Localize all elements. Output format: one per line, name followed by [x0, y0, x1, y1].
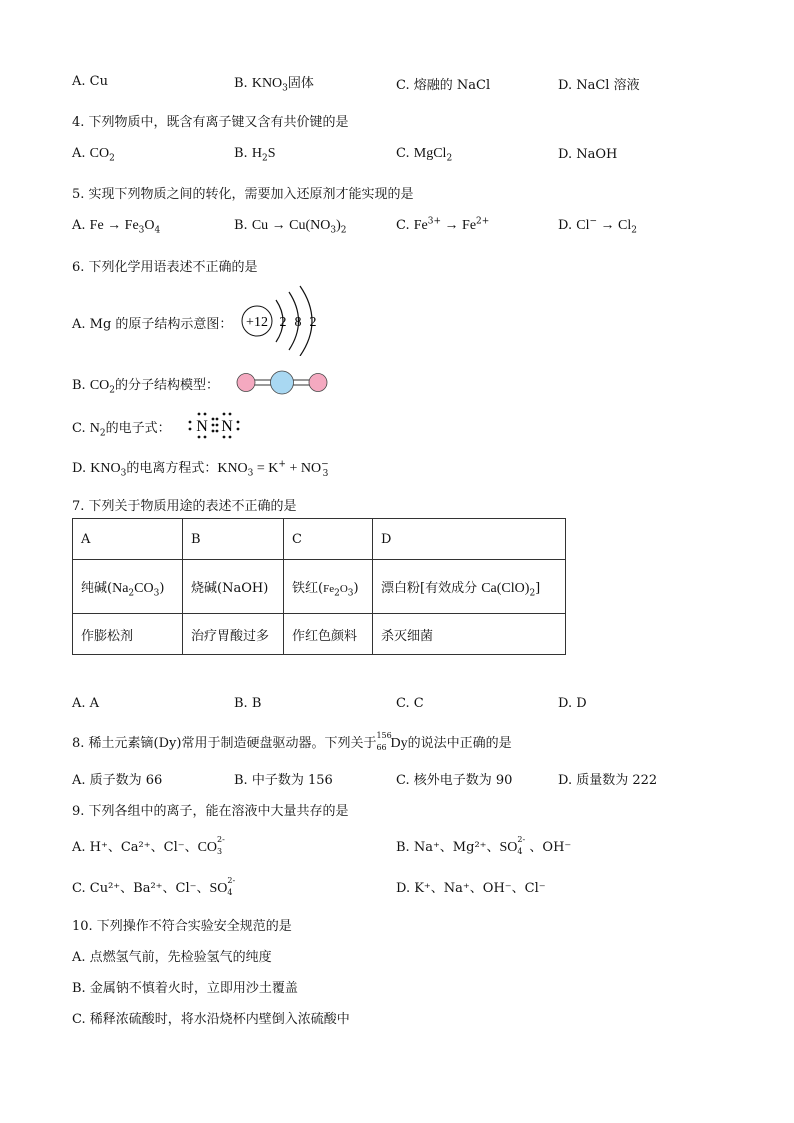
- q5-b-sub2: 2: [340, 225, 347, 236]
- q6-b-formula: CO: [89, 378, 110, 393]
- q4-option-d: D. NaOH: [558, 147, 618, 162]
- q6-option-d: [72, 457, 328, 477]
- q4-option-b: [234, 146, 275, 162]
- q6-c-prefix: C.: [72, 421, 86, 436]
- q6-option-a-text: A. Mg 的原子结构示意图：: [72, 317, 233, 332]
- q9-c-sub: 4: [227, 887, 233, 897]
- oxygen-atom-right: [309, 374, 327, 392]
- q8-option-a: A. 质子数为 66: [72, 773, 163, 788]
- q4-b-tail: S: [267, 146, 276, 161]
- q4-c-formula: MgCl: [413, 146, 447, 161]
- cell-sub: 2: [334, 588, 340, 599]
- q6-c-sub: 2: [99, 428, 106, 439]
- cell-sub2: 3: [347, 588, 354, 599]
- q6-d-eq2: = K: [253, 461, 279, 476]
- q10-option-c: C. 稀释浓硫酸时，将水沿烧杯内壁倒入浓硫酸中: [72, 1012, 350, 1027]
- table-cell: 烧碱(NaOH): [183, 560, 284, 614]
- q8-stem: [72, 732, 512, 752]
- table-cell: [373, 560, 566, 614]
- q7-stem: 7. 下列关于物质用途的表述不正确的是: [72, 499, 297, 514]
- q5-d-sub: 2: [631, 225, 637, 236]
- q9-b-charge: [517, 834, 529, 856]
- q5-b-sub1: 3: [330, 225, 337, 236]
- q4-a-formula: CO: [89, 146, 110, 161]
- q9-c-formula: SO: [209, 881, 228, 896]
- shell-electrons-1: 2: [279, 315, 287, 330]
- cell-formula: Na: [112, 580, 129, 596]
- q5-c-sup1: 3+: [427, 216, 442, 227]
- shell-electrons-3: 2: [309, 315, 317, 330]
- q9-option-c: [72, 877, 239, 897]
- shell-electrons-2: 8: [294, 315, 302, 330]
- q6-d-eq-sup2: −: [321, 459, 329, 470]
- q8-option-b: B. 中子数为 156: [234, 773, 333, 788]
- q6-d-eq1: KNO: [217, 461, 248, 476]
- q5-b-prefix: B.: [234, 218, 248, 233]
- q5-a-sub1: 3: [138, 225, 145, 236]
- q7-table: [72, 518, 566, 655]
- q8-atomic-number: 66: [376, 742, 387, 752]
- n2-electron-formula: [186, 410, 242, 440]
- q5-c-sup2: 2+: [476, 216, 490, 227]
- q6-d-eq-sub2: 3: [322, 468, 329, 479]
- table-cell: [73, 560, 183, 614]
- q3-option-b-suffix: 固体: [287, 76, 314, 91]
- q4-c-prefix: C.: [396, 146, 410, 161]
- q6-d-text: 的电离方程式：: [126, 461, 218, 476]
- q9-c-charge: [227, 875, 239, 897]
- q3-option-a: A. Cu: [72, 74, 108, 89]
- q5-c-from: Fe: [413, 218, 428, 233]
- q5-a-mid: O: [144, 218, 155, 233]
- q7-option-a: A. A: [72, 696, 100, 711]
- q5-b-expr: Cu → Cu(NO: [251, 218, 331, 233]
- table-cell: [284, 560, 373, 614]
- q8-stem-a: 8. 稀土元素镝(Dy)常用于制造硬盘驱动器。下列关于: [72, 736, 377, 751]
- carbon-atom: [271, 371, 294, 394]
- q3-option-b-sub: 3: [282, 83, 288, 94]
- q5-d-sup: −: [589, 216, 598, 227]
- q3-option-b-formula: KNO: [251, 76, 283, 91]
- q9-a-charge: [217, 834, 229, 856]
- cell-sub: 2: [128, 588, 135, 599]
- table-row: [73, 519, 566, 560]
- cell-sub: 2: [529, 588, 536, 599]
- q4-b-sub: 2: [261, 153, 268, 164]
- q5-a-sub2: 4: [154, 225, 161, 236]
- cell-close: ): [353, 581, 359, 596]
- q4-b-formula: H: [251, 146, 262, 161]
- q6-d-eq-sub: 3: [247, 468, 254, 479]
- n-atom-left: N: [196, 418, 208, 435]
- table-cell: 作膨松剂: [73, 614, 183, 655]
- q3-option-b-prefix: B.: [234, 76, 248, 91]
- nucleus-charge: +12: [246, 315, 268, 330]
- q9-b-sup: 2-: [517, 834, 526, 844]
- q5-d-arrow: → Cl: [597, 218, 632, 233]
- q5-stem: 5. 实现下列物质之间的转化，需要加入还原剂才能实现的是: [72, 187, 414, 202]
- q6-d-eq-sup: +: [278, 459, 286, 470]
- table-cell: 杀灭细菌: [373, 614, 566, 655]
- q5-d-from: Cl: [576, 218, 590, 233]
- q9-b-tail: 、OH⁻: [529, 840, 572, 855]
- q6-option-c: [72, 417, 171, 437]
- cell-formula2: O: [339, 583, 348, 595]
- cell-sub2: 3: [153, 588, 160, 599]
- q9-option-b: [396, 836, 571, 856]
- q9-option-d: D. K⁺、Na⁺、OH⁻、Cl⁻: [396, 881, 546, 896]
- q6-d-eq3: + NO: [285, 461, 322, 476]
- q6-b-prefix: B.: [72, 378, 86, 393]
- q4-a-sub: 2: [109, 153, 115, 164]
- oxygen-atom-left: [237, 374, 255, 392]
- q8-option-d: D. 质量数为 222: [558, 773, 658, 788]
- q3-option-b: [234, 72, 314, 92]
- co2-molecule-model: [234, 370, 330, 396]
- table-cell: 治疗胃酸过多: [183, 614, 284, 655]
- q9-c-sup: 2-: [227, 875, 236, 885]
- cell-close: ): [159, 580, 165, 596]
- q7-option-b: B. B: [234, 696, 262, 711]
- q4-a-prefix: A.: [72, 146, 86, 161]
- q9-b-sub: 4: [517, 846, 523, 856]
- table-row: [73, 614, 566, 655]
- q7-option-c: C. C: [396, 696, 424, 711]
- q4-stem: 4. 下列物质中，既含有离子键又含有共价键的是: [72, 115, 349, 130]
- table-header-cell: B: [183, 519, 284, 560]
- cell-formula: Fe: [323, 583, 335, 595]
- q6-d-sub: 3: [120, 468, 127, 479]
- q9-a-sup: 2-: [217, 834, 225, 844]
- cell-formula: Ca(ClO): [481, 580, 530, 596]
- q4-c-sub: 2: [446, 153, 453, 164]
- mg-atom-structure-diagram: [238, 284, 328, 356]
- q9-b-text: B. Na⁺、Mg²⁺、: [396, 840, 500, 855]
- cell-text: 铁红(: [292, 581, 324, 596]
- q3-option-c-text: 熔融的 NaCl: [413, 78, 491, 93]
- cell-text: 纯碱(: [81, 580, 113, 596]
- q6-d-formula: KNO: [90, 461, 121, 476]
- q9-a-sub: 3: [217, 846, 223, 856]
- q6-d-prefix: D.: [72, 461, 87, 476]
- q6-c-text: 的电子式：: [105, 421, 171, 436]
- cell-close: ]: [535, 580, 541, 596]
- q8-stem-b: 的说法中正确的是: [407, 736, 512, 751]
- q6-stem: 6. 下列化学用语表述不正确的是: [72, 260, 258, 275]
- q5-a-expr: Fe → Fe: [89, 218, 139, 233]
- q9-c-text: C. Cu²⁺、Ba²⁺、Cl⁻、: [72, 881, 210, 896]
- q3-option-d: D. NaCl 溶液: [558, 78, 640, 93]
- table-cell: 作红色颜料: [284, 614, 373, 655]
- q9-a-formula: CO: [197, 840, 218, 855]
- q9-option-a: [72, 836, 229, 856]
- q5-d-prefix: D.: [558, 218, 573, 233]
- q8-mass-number: 156: [376, 730, 392, 740]
- q3-option-c-prefix: C.: [396, 78, 410, 93]
- q5-a-prefix: A.: [72, 218, 86, 233]
- q4-option-a: [72, 146, 115, 162]
- q10-option-b: B. 金属钠不慎着火时，立即用沙土覆盖: [72, 981, 298, 996]
- q7-option-d: D. D: [558, 696, 587, 711]
- n-atom-right: N: [221, 418, 233, 435]
- q5-c-arrow: → Fe: [441, 218, 477, 233]
- q6-c-formula: N: [89, 421, 100, 436]
- q6-b-sub: 2: [109, 385, 116, 396]
- q5-b-close: ): [336, 218, 341, 233]
- table-header-cell: C: [284, 519, 373, 560]
- q5-option-d: [558, 218, 637, 234]
- q5-option-c: [396, 218, 489, 234]
- q10-option-a: A. 点燃氢气前，先检验氢气的纯度: [72, 950, 272, 965]
- q6-b-text: 的分子结构模型：: [115, 378, 220, 393]
- q9-a-text: A. H⁺、Ca²⁺、Cl⁻、: [72, 840, 198, 855]
- q4-b-prefix: B.: [234, 146, 248, 161]
- cell-formula2: CO: [134, 580, 154, 596]
- q3-option-c: [396, 74, 490, 93]
- q8-option-c: C. 核外电子数为 90: [396, 773, 513, 788]
- table-header-cell: D: [373, 519, 566, 560]
- table-header-cell: A: [73, 519, 183, 560]
- q10-stem: 10. 下列操作不符合实验安全规范的是: [72, 919, 292, 934]
- q9-stem: 9. 下列各组中的离子，能在溶液中大量共存的是: [72, 804, 349, 819]
- q9-b-formula: SO: [499, 840, 518, 855]
- q5-c-prefix: C.: [396, 218, 410, 233]
- q4-option-c: [396, 146, 452, 162]
- q8-symbol: Dy: [390, 736, 408, 751]
- table-row: [73, 560, 566, 614]
- q6-option-b: [72, 374, 219, 394]
- cell-text: 漂白粉[有效成分: [381, 580, 482, 596]
- q5-option-b: [234, 218, 347, 234]
- q5-option-a: [72, 218, 160, 234]
- q8-nuclide-numbers: [376, 730, 392, 752]
